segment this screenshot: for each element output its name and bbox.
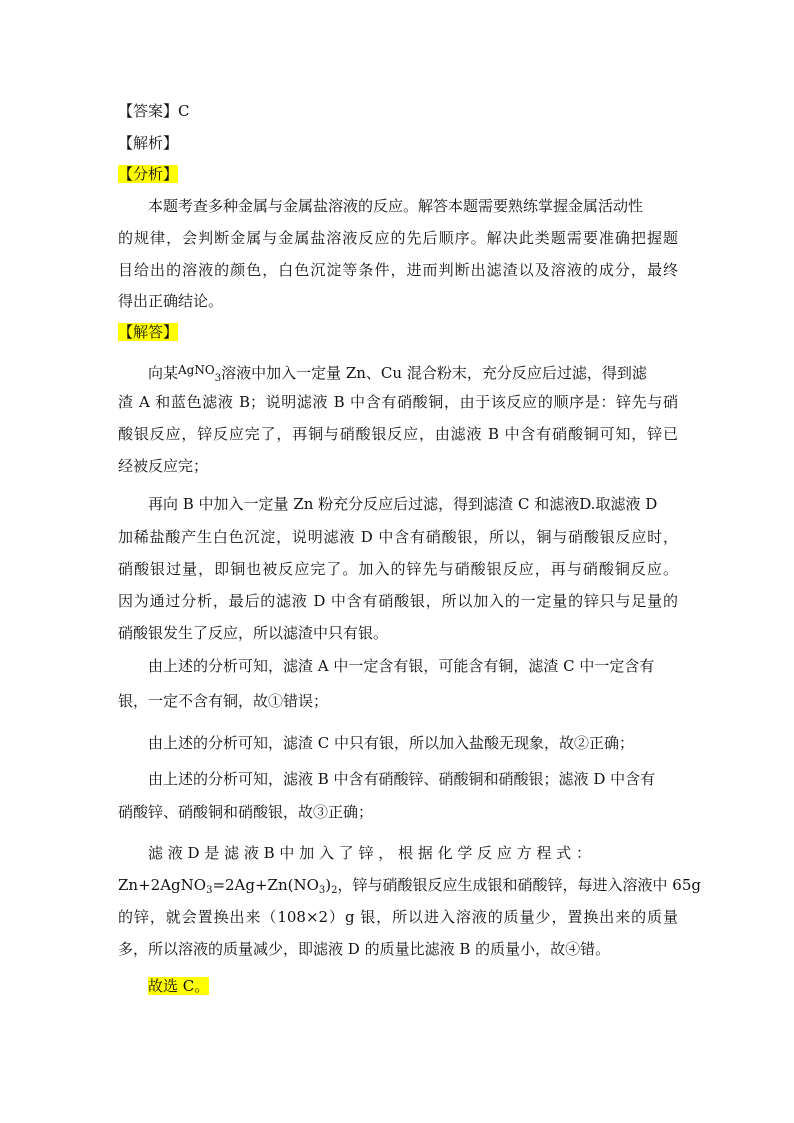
reaction-equation: $Zn+2AgNO_3=2Ag+Zn(NO_3)_2$ [118, 876, 338, 896]
jieda-p3-line-1: 由上述的分析可知，滤渣 A 中一定含有银，可能含有铜，滤渣 C 中一定含有 [148, 657, 655, 675]
jieda-p2-line-2: 加稀盐酸产生白色沉淀，说明滤液 D 中含有硝酸银，所以，铜与硝酸银反应时， [118, 528, 678, 546]
jieda-p1-line-3: 酸银反应，锌反应完了，再铜与硝酸银反应，由滤液 B 中含有硝酸铜可知，锌已 [118, 425, 678, 443]
jieda-p2-line-5: 硝酸银发生了反应，所以滤渣中只有银。 [118, 624, 389, 642]
jieda-p2-line-1: 再向 B 中加入一定量 Zn 粉充分反应后过滤，得到滤渣 C 和滤液D.取滤液 D [148, 495, 658, 513]
answer-line [118, 101, 678, 121]
agno3-formula: AgNO [178, 363, 215, 377]
jieda-p6-line-4: 多，所以溶液的质量减少，即滤液 D 的质量比滤液 B 的质量小，故④错。 [118, 940, 611, 958]
jieda-p5-line-1: 由上述的分析可知，滤液 B 中含有硝酸锌、硝酸铜和硝酸银；滤液 D 中含有 [148, 770, 656, 788]
jieda-heading [118, 322, 678, 342]
answer-value: C [178, 102, 190, 120]
jieda-heading-text: 【解答】 [118, 323, 179, 341]
jieda-p6-line-3: 的锌，就会置换出来（108×2）g 银，所以进入溶液的质量少，置换出来的质量 [118, 908, 678, 926]
jieda-p6-line-1: 滤 液 D 是 滤 液 B 中 加 入 了 锌 ， 根 据 化 学 反 应 方 程 式 ： [148, 844, 591, 862]
jieda-p1-line-4: 经被反应完； [118, 457, 209, 475]
jieda-p2-line-4: 因为通过分析，最后的滤液 D 中含有硝酸银，所以加入的一定量的锌只与足量的 [118, 592, 678, 610]
fenxi-line-1: 本题考查多种金属与金属盐溶液的反应。解答本题需要熟练掌握金属活动性 [148, 197, 644, 215]
fenxi-line-4: 得出正确结论。 [118, 292, 224, 310]
fenxi-heading-text: 【分析】 [118, 165, 179, 183]
jieda-p5-line-2: 硝酸锌、硝酸铜和硝酸银，故③正确； [118, 803, 374, 821]
fenxi-line-3: 目给出的溶液的颜色，白色沉淀等条件，进而判断出滤渣以及溶液的成分，最终 [118, 261, 678, 279]
jieda-p3-line-2: 银，一定不含有铜，故①错误； [118, 692, 329, 710]
final-answer-line [148, 976, 678, 996]
fenxi-heading [118, 164, 678, 184]
final-answer: 故选 C。 [148, 977, 210, 995]
jieda-p1-line-1: 向某$^{AgNO}_3$溶液中加入一定量 Zn、Cu 混合粉末，充分反应后过滤，得到滤 [148, 363, 647, 384]
fenxi-line-2: 的规律，会判断金属与金属盐溶液反应的先后顺序。解决此类题需要准确把握题 [118, 229, 678, 247]
jieda-p1-line-2: 渣 A 和蓝色滤液 B；说明滤液 B 中含有硝酸铜，由于该反应的顺序是：锌先与硝 [118, 393, 678, 411]
analysis-label: 【解析】 [118, 134, 179, 152]
jieda-p4: 由上述的分析可知，滤渣 C 中只有银，所以加入盐酸无现象，故②正确； [148, 734, 635, 752]
jieda-p6-equation-line: $Zn+2AgNO_3=2Ag+Zn(NO_3)_2$，锌与硝酸银反应生成银和硝酸锌，每进入溶液中 65g [118, 876, 701, 896]
jieda-p2-line-3: 硝酸银过量，即铜也被反应完了。加入的锌先与硝酸银反应，再与硝酸铜反应。 [118, 560, 678, 578]
answer-label: 【答案】 [118, 102, 179, 120]
